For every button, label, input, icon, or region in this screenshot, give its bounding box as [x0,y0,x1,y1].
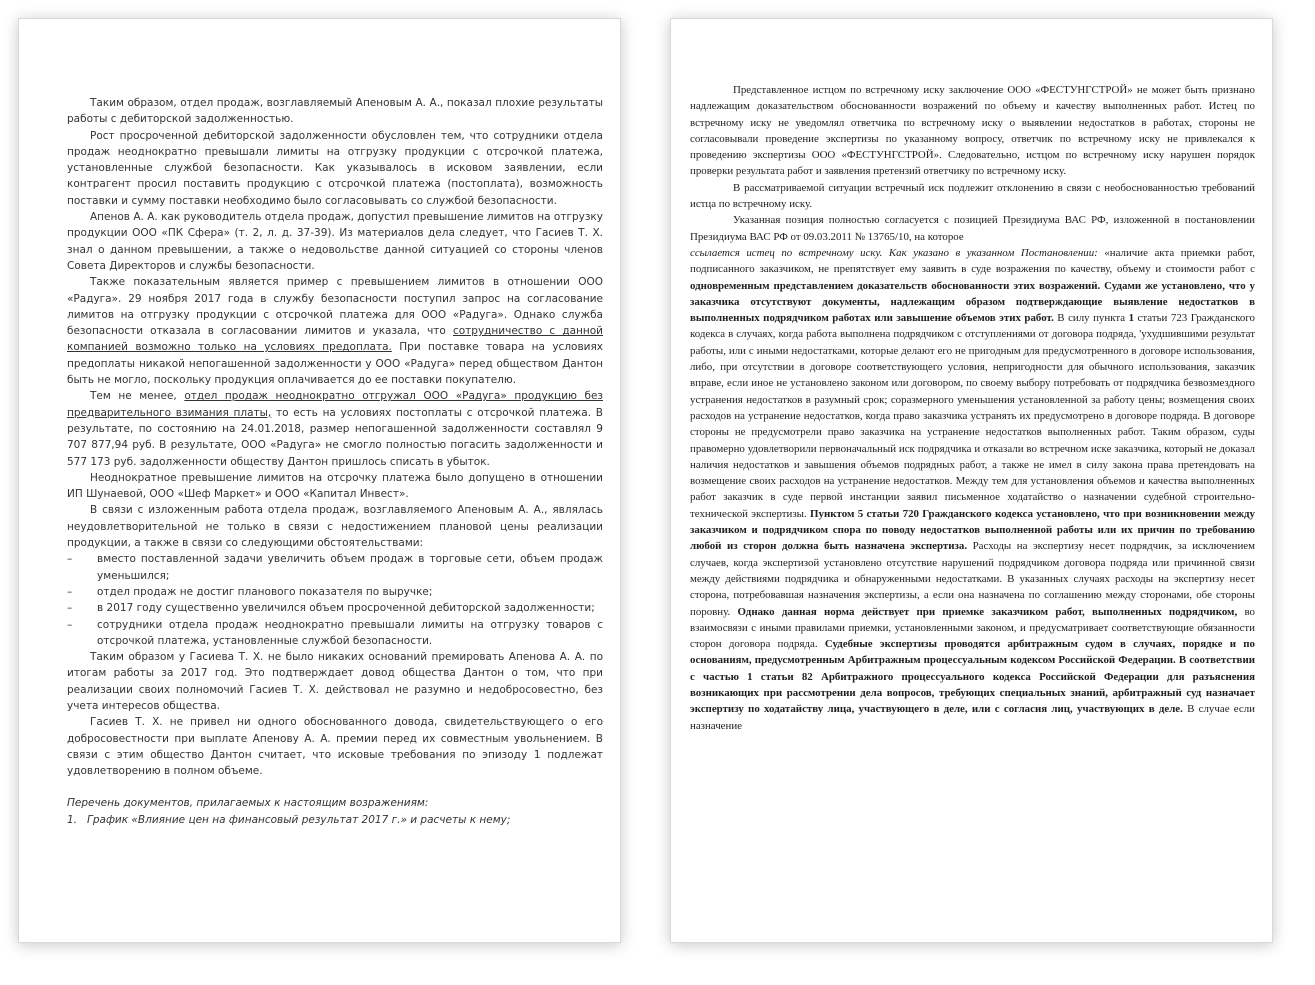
text-run: При поставке товара на условиях предоплаты никакой непогашенной задолженности у ООО «Радуга» перед обществом Дантон быть не могло, поскольку продукция оплачивается до ее поставки покупателю. [67,341,603,387]
bold-text: одновременным представлением доказательств обоснованности этих возражений. Судами же установлено, что у заказчика отсутствуют документы, надлежащим образом подтверждающие выявление недостатков в выполненных подрядчиком работах или завышение объемов этих работ. [690,279,1255,325]
paragraph: В рассматриваемой ситуации встречный иск подлежит отклонению в связи с необоснованностью требований истца по встречному иску. [690,181,1255,211]
dash-list [67,551,603,649]
page-left-text [67,95,603,828]
text-run: Также показательным является пример с превышением лимитов в отношении ООО «Радуга». 29 ноября 2017 года в службу безопасности поступил запрос на согласование лимитов на отгрузку продукции с отсрочкой платежа для ООО «Радуга». Однако служба безопасности отказала в согласовании лимитов и указала, что [67,276,603,338]
attachment-text: График «Влияние цен на финансовый результат 2017 г.» и расчеты к нему; [87,813,511,826]
paragraph [67,388,603,469]
bold-text: Судебные экспертизы проводятся арбитражным судом в случаях, порядке и по основаниям, предусмотренным Арбитражным процессуальным кодексом Российской Федерации. В соответствии с частью 1 статьи 82 Арбитражного процессуального кодекса Российской Федерации для разъяснения возникающих при рассмотрении дела вопросов, требующих специальных знаний, арбитражный суд назначает экспертизу по ходатайству лица, участвующего в деле, или с согласия лиц, участвующих в деле. [690,638,1255,716]
text-run: то есть на условиях постоплаты с отсрочкой платежа. В результате, по состоянию на 24.01.2018, размер непогашенной задолженности составлял 9 707 877,94 руб. В результате, ООО «Радуга» не смогло полностью погасить задолженности и 577 173 руб. задолженности обществу Дантон пришлось списать в убыток. [67,406,603,468]
underlined-text: сотрудничество с данной компанией возможно только на условиях предоплата. [67,325,603,354]
paragraph [690,245,1255,734]
paragraph: Таким образом, отдел продаж, возглавляемый Апеновым А. А., показал плохие результаты работы с дебиторской задолженностью. [67,97,603,126]
list-item: – сотрудники отдела продаж неоднократно превышали лимиты на отгрузку товаров с отсрочкой платежа, установленные службой безопасности. [67,617,603,650]
underlined-text: отдел продаж неоднократно отгружал ООО «Радуга» продукцию без предварительного взимания платы, [67,390,603,419]
paragraph: Указанная позиция полностью согласуется с позицией Президиума ВАС РФ, изложенной в постановлении Президиума ВАС РФ от 09.03.2011 № 13765/10, на которое [690,214,1255,243]
text-run: Тем не менее, [90,390,185,403]
attachment-item [67,812,603,828]
paragraph: Представленное истцом по встречному иску заключение ООО «ФЕСТУНГСТРОЙ» не может быть признано надлежащим доказательством обоснованности возражений по объему и качеству выполненных работ. Истец по встречному иску не уведомлял ответчика по встречному иску о выявлении недостатков в работах, стороны не согласовывали проведение экспертизы по указанному вопросу, ответчик по встречному иску не привлекался к проведению экспертизы ООО «ФЕСТУНГСТРОЙ». Следовательно, истцом по встречному иску нарушен порядок проверки результата работ и заявления претензий ответчику по встречному иску. [690,84,1255,178]
attachment-number: 1. [67,813,78,826]
paragraph: Гасиев Т. Х. не привел ни одного обоснованного довода, свидетельствующего о его добросовестности при выплате Апенову А. А. премии перед их совместным увольнением. В связи с этим общество Дантон считает, что исковые требования по эпизоду 1 подлежат удовлетворению в полном объеме. [67,716,603,778]
list-item: – в 2017 году существенно увеличился объем просроченной дебиторской задолженности; [67,600,603,616]
italic-text: ссылается истец по встречному иску. Как указано в указанном Постановлении: [690,246,1098,259]
bold-text: Однако данная норма действует при приемке заказчиком работ, выполненных подрядчиком, [737,605,1238,618]
paragraph: Неоднократное превышение лимитов на отсрочку платежа было допущено в отношении ИП Шунаевой, ООО «Шеф Маркет» и ООО «Капитал Инвест». [67,471,603,501]
bold-text: 1 [1128,312,1135,325]
list-item: – отдел продаж не достиг планового показателя по выручке; [67,584,603,600]
text-run: В случае если назначение [690,703,1255,732]
text-run: «наличие акта приемки работ, подписанного заказчиком, не препятствует ему заявить в суде возражения по качеству, объему и стоимости работ с [690,246,1256,276]
text-run: статьи 723 Гражданского кодекса в случаях, когда работа выполнена подрядчиком с отступлениями от договора подряда, 'ухудшившими результат работы, или с иными недостатками, которые делают его не пригодным для предусмотренного в договоре использования, либо, при отсутствии в договоре соответствующего условия, непригодности для обычного использования, заказчик вправе, если иное не установлено законом или договором, по своему выбору потребовать от подрядчика безвозмездного устранения недостатков в разумный срок; соразмерного уменьшения установленной за работу цены; возмещения своих расходов на устранение недостатков, когда право заказчика устранять их предусмотрено в договоре подряда. В договоре стороны не предусмотрели право заказчика на устранение недостатков выполненных работ. Таким образом, суды правомерно удовлетворили первоначальный иск подрядчика и отказали во встречном иске заказчика, который не доказал наличия недостатков и завышения объемов подрядных работ, а также не имел в силу закона права претендовать на возмещение своих расходов на устранение недостатков. Между тем для установления объемов и качества выполненных работ заказчик в суде первой инстанции заявил письменное ходатайство о назначении судебной строительно-технической экспертизы. [690,312,1255,520]
text-run: Расходы на экспертизу несет подрядчик, за исключением случаев, когда экспертизой установлено отсутствие нарушений подрядчиком договора подряда или причинной связи между действиями подрядчика и обнаруженными недостатками. В указанных случаях расходы на экспертизу несет сторона, потребовавшая назначения экспертизы, а если она назначена по соглашению между сторонами, обе стороны поровну. [690,540,1255,618]
text-run: во взаимосвязи с иными правилами приемки, установленными законом, и предусматривает соответствующие обязанности сторон договора подряда. [690,605,1255,651]
attachments-title: Перечень документов, прилагаемых к настоящим возражениям: [67,797,429,810]
paragraph: Таким образом у Гасиева Т. Х. не было никаких оснований премировать Апенова А. А. по итогам работы за 2017 год. Это подтверждает довод общества Дантон о том, что при реализации своих полномочий Гасиев Т. Х. действовал не разумно и недобросовестно, без учета интересов общества. [67,651,603,712]
text-run: В силу пункта [1053,312,1129,325]
paragraph: Апенов А. А. как руководитель отдела продаж, допустил превышение лимитов на отгрузку продукции ООО «ПК Сфера» (т. 2, л. д. 37-39). Из материалов дела следует, что Гасиев Т. Х. знал о данном превышении, а также о недовольстве данной ситуацией со стороны членов Совета Директоров и службы безопасности. [67,211,603,272]
spacer [67,779,603,795]
bold-text: Пунктом 5 статьи 720 Гражданского кодекса установлено, что при возникновении между заказчиком и подрядчиком спора по поводу недостатков выполненной работы или их причин по требованию любой из сторон должна быть назначена экспертиза. [690,507,1255,553]
paragraph: В связи с изложенным работа отдела продаж, возглавляемого Апеновым А. А., являлась неудовлетворительной не только в связи с недостижением плановой цены реализации продукции, а также в связи со следующими обстоятельствами: [67,504,603,550]
document-page-left [18,18,621,943]
list-item: – вместо поставленной задачи увеличить объем продаж в торговые сети, объем продаж уменьшился; [67,551,603,584]
paragraph: Рост просроченной дебиторской задолженности обусловлен тем, что сотрудники отдела продаж неоднократно превышали лимиты на отгрузку продукции с отсрочкой платежа, установленные службой безопасности. Как указывалось в исковом заявлении, если контрагент просил поставить продукцию с отсрочкой платежа (постоплата), возможность поставки и сумму поставки необходимо было согласовывать со службой безопасности. [67,129,603,207]
document-page-right [670,18,1273,943]
page-right-text [690,82,1255,734]
paragraph [67,274,603,388]
